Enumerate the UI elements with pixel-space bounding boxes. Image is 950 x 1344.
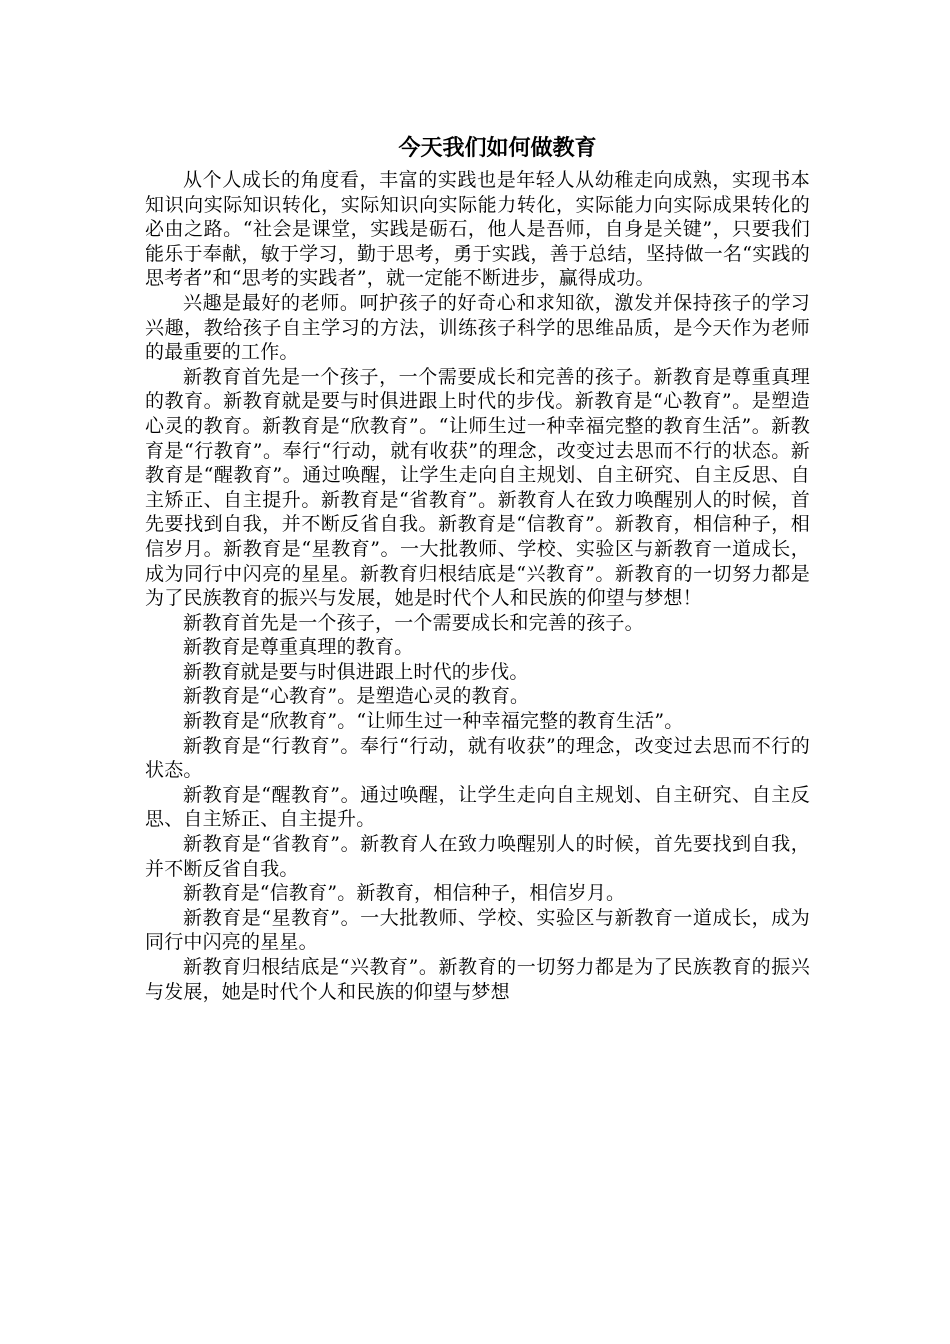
paragraph: 新教育是“行教育”。奉行“行动，就有收获”的理念，改变过去思而不行的状态。 [145,734,810,782]
paragraph: 新教育是“心教育”。是塑造心灵的教育。 [183,685,530,708]
paragraph: 新教育归根结底是“兴教育”。新教育的一切努力都是为了民族教育的振兴与发展，她是时代个人和民族的仰望与梦想 [145,956,810,1003]
paragraph: 兴趣是最好的老师。呵护孩子的好奇心和求知欲，激发并保持孩子的学习兴趣，教给孩子自主学习的方法，训练孩子科学的思维品质，是今天作为老师的最重要的工作。 [145,291,810,364]
paragraph: 从个人成长的角度看，丰富的实践也是年轻人从幼稚走向成熟，实现书本知识向实际知识转化，实际知识向实际能力转化，实际能力向实际成果转化的必由之路。“社会是课堂，实践是砺石，他人是吾师，自身是关键”，只要我们能乐于奉献，敏于学习，勤于思考，勇于实践，善于总结，坚持做一名“实践的思考者”和“思考的实践者”，就一定能不断进步，赢得成功。 [145,169,810,290]
paragraph: 新教育首先是一个孩子，一个需要成长和完善的孩子。 [183,611,644,634]
paragraph: 新教育首先是一个孩子，一个需要成长和完善的孩子。新教育是尊重真理的教育。新教育就是要与时俱进跟上时代的步伐。新教育是“心教育”。是塑造心灵的教育。新教育是“欣教育”。“让师生过一种幸福完整的教育生活”。新教育是“行教育”。奉行“行动，就有收获”的理念，改变过去思而不行的状态。新教育是“醒教育”。通过唤醒，让学生走向自主规划、自主研究、自主反思、自主矫正、自主提升。新教育是“省教育”。新教育人在致力唤醒别人的时候，首先要找到自我，并不断反省自我。新教育是“信教育”。新教育，相信种子，相信岁月。新教育是“星教育”。一大批教师、学校、实验区与新教育一道成长，成为同行中闪亮的星星。新教育归根结底是“兴教育”。新教育的一切努力都是为了民族教育的振兴与发展，她是时代个人和民族的仰望与梦想！ [145,365,810,610]
document-body [145,168,810,1004]
document-title: 今天我们如何做教育 [398,136,597,161]
paragraph: 新教育是“省教育”。新教育人在致力唤醒别人的时候，首先要找到自我，并不断反省自我。 [145,833,810,880]
paragraph: 新教育是“欣教育”。“让师生过一种幸福完整的教育生活”。 [183,710,684,733]
paragraph: 新教育是“信教育”。新教育，相信种子，相信岁月。 [183,882,626,905]
paragraph: 新教育就是要与时俱进跟上时代的步伐。 [183,660,529,683]
document-page [145,132,810,1004]
paragraph: 新教育是尊重真理的教育。 [183,636,414,659]
paragraph: 新教育是“醒教育”。通过唤醒，让学生走向自主规划、自主研究、自主反思、自主矫正、自主提升。 [145,783,810,831]
paragraph: 新教育是“星教育”。一大批教师、学校、实验区与新教育一道成长，成为同行中闪亮的星星。 [145,906,810,954]
